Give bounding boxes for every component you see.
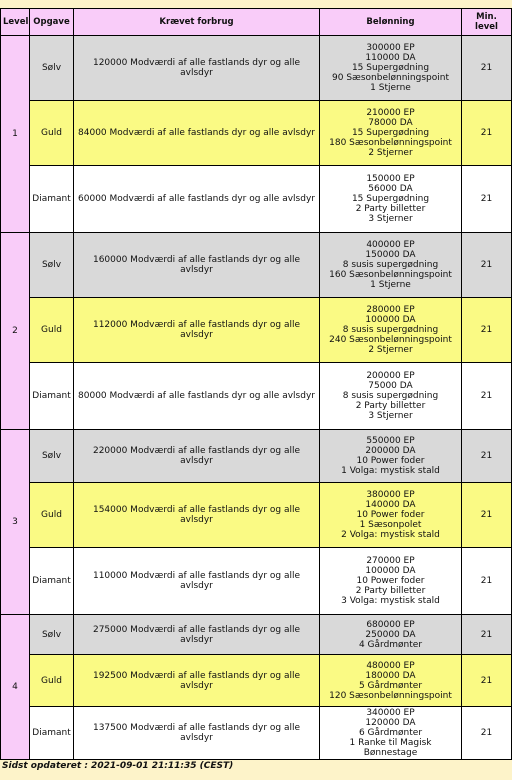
requirement-cell: 80000 Modværdi af alle fastlands dyr og alle avlsdyr — [74, 363, 320, 430]
reward-line: 300000 EP — [366, 43, 415, 53]
requirement-cell: 120000 Modværdi af alle fastlands dyr og alle avlsdyr — [74, 36, 320, 101]
task-cell: Guld — [30, 101, 74, 166]
table-row — [1, 101, 512, 166]
reward-line: 1 Ranke til Magisk — [349, 738, 432, 748]
reward-cell — [320, 363, 462, 430]
reward-line: 180000 DA — [365, 670, 416, 681]
reward-line: 8 susis supergødning — [342, 325, 439, 335]
reward-line: 2 Stjerner — [368, 148, 413, 158]
level-cell: 2 — [1, 233, 30, 430]
reward-line: 10 Power foder — [356, 576, 425, 586]
reward-line: 1 Sæsonpolet — [359, 520, 422, 530]
min-level-cell: 21 — [462, 166, 512, 233]
task-cell: Guld — [30, 298, 74, 363]
reward-line: 210000 EP — [366, 108, 415, 118]
min-level-cell: 21 — [462, 615, 512, 655]
reward-cell — [320, 548, 462, 615]
reward-line: 15 Supergødning — [351, 194, 430, 204]
reward-line: 340000 EP — [366, 708, 415, 718]
requirement-cell: 112000 Modværdi af alle fastlands dyr og alle avlsdyr — [74, 298, 320, 363]
min-level-cell: 21 — [462, 548, 512, 615]
reward-line: Bønnestage — [363, 748, 418, 758]
reward-cell — [320, 430, 462, 483]
reward-line: 2 Volga: mystisk stald — [341, 530, 440, 540]
task-cell: Diamant — [30, 707, 74, 760]
reward-line: 120000 DA — [365, 718, 416, 728]
table-row — [1, 233, 512, 298]
reward-cell — [320, 655, 462, 707]
table-row — [1, 298, 512, 363]
requirement-cell: 84000 Modværdi af alle fastlands dyr og alle avlsdyr — [74, 101, 320, 166]
task-cell: Guld — [30, 483, 74, 548]
requirement-cell: 192500 Modværdi af alle fastlands dyr og alle avlsdyr — [74, 655, 320, 707]
reward-cell — [320, 36, 462, 101]
min-level-cell: 21 — [462, 655, 512, 707]
reward-line: 150000 DA — [365, 250, 416, 260]
reward-line: 8 susis supergødning — [342, 260, 439, 270]
reward-line: 240 Sæsonbelønningspoint — [329, 335, 452, 345]
reward-line: 6 Gårdmønter — [358, 728, 423, 738]
table-row — [1, 430, 512, 483]
table-row — [1, 707, 512, 760]
header-row — [1, 9, 512, 36]
reward-line: 680000 EP — [366, 619, 415, 630]
reward-cell — [320, 101, 462, 166]
task-cell: Guld — [30, 655, 74, 707]
reward-line: 160 Sæsonbelønningspoint — [329, 270, 452, 280]
requirement-cell: 60000 Modværdi af alle fastlands dyr og alle avlsdyr — [74, 166, 320, 233]
level-cell: 4 — [1, 615, 30, 760]
reward-line: 10 Power foder — [356, 510, 425, 520]
reward-cell — [320, 483, 462, 548]
reward-line: 2 Party billetter — [355, 586, 426, 596]
reward-line: 1 Stjerne — [370, 83, 411, 93]
reward-line: 200000 DA — [365, 446, 416, 456]
reward-line: 3 Volga: mystisk stald — [341, 596, 440, 606]
reward-line: 78000 DA — [368, 118, 413, 128]
reward-line: 3 Stjerner — [368, 214, 413, 224]
requirement-cell: 160000 Modværdi af alle fastlands dyr og alle avlsdyr — [74, 233, 320, 298]
task-cell: Diamant — [30, 363, 74, 430]
min-level-cell: 21 — [462, 707, 512, 760]
min-level-cell: 21 — [462, 298, 512, 363]
reward-line: 90 Sæsonbelønningspoint — [332, 73, 449, 83]
reward-line: 5 Gårdmønter — [358, 680, 423, 691]
min-level-cell: 21 — [462, 430, 512, 483]
header-level: Level — [1, 9, 30, 36]
min-level-cell: 21 — [462, 233, 512, 298]
reward-line: 140000 DA — [365, 500, 416, 510]
reward-cell — [320, 298, 462, 363]
reward-line: 56000 DA — [368, 184, 413, 194]
header-min-level: Min. level — [462, 9, 512, 36]
reward-line: 250000 DA — [365, 629, 416, 640]
reward-cell — [320, 615, 462, 655]
reward-line: 15 Supergødning — [351, 128, 430, 138]
reward-line: 120 Sæsonbelønningspoint — [329, 690, 452, 701]
reward-line: 75000 DA — [368, 381, 413, 391]
reward-line: 550000 EP — [366, 436, 415, 446]
level-cell: 1 — [1, 36, 30, 233]
requirement-cell: 220000 Modværdi af alle fastlands dyr og alle avlsdyr — [74, 430, 320, 483]
season-task-table — [0, 8, 512, 760]
task-cell: Sølv — [30, 430, 74, 483]
reward-cell — [320, 166, 462, 233]
table-row — [1, 548, 512, 615]
last-updated: Sidst opdateret : 2021-09-01 21:11:35 (CEST) — [2, 761, 234, 771]
table-row — [1, 655, 512, 707]
table-row — [1, 36, 512, 101]
requirement-cell: 275000 Modværdi af alle fastlands dyr og alle avlsdyr — [74, 615, 320, 655]
table-row — [1, 166, 512, 233]
reward-line: 15 Supergødning — [351, 63, 430, 73]
reward-line: 180 Sæsonbelønningspoint — [329, 138, 452, 148]
reward-cell — [320, 233, 462, 298]
level-cell: 3 — [1, 430, 30, 615]
requirement-cell: 154000 Modværdi af alle fastlands dyr og alle avlsdyr — [74, 483, 320, 548]
task-cell: Sølv — [30, 615, 74, 655]
reward-line: 200000 EP — [366, 371, 415, 381]
table-row — [1, 615, 512, 655]
reward-line: 2 Party billetter — [355, 401, 426, 411]
reward-line: 2 Stjerner — [368, 345, 413, 355]
min-level-cell: 21 — [462, 483, 512, 548]
task-cell: Sølv — [30, 233, 74, 298]
reward-line: 1 Stjerne — [370, 280, 411, 290]
task-cell: Diamant — [30, 548, 74, 615]
task-cell: Sølv — [30, 36, 74, 101]
reward-line: 1 Volga: mystisk stald — [341, 466, 440, 476]
header-requirement: Krævet forbrug — [74, 9, 320, 36]
reward-line: 100000 DA — [365, 566, 416, 576]
reward-line: 100000 DA — [365, 315, 416, 325]
task-cell: Diamant — [30, 166, 74, 233]
reward-line: 3 Stjerner — [368, 411, 413, 421]
header-task: Opgave — [30, 9, 74, 36]
min-level-cell: 21 — [462, 363, 512, 430]
reward-line: 10 Power foder — [356, 456, 425, 466]
reward-line: 280000 EP — [366, 305, 415, 315]
requirement-cell: 137500 Modværdi af alle fastlands dyr og alle avlsdyr — [74, 707, 320, 760]
reward-line: 270000 EP — [366, 556, 415, 566]
header-reward: Belønning — [320, 9, 462, 36]
requirement-cell: 110000 Modværdi af alle fastlands dyr og alle avlsdyr — [74, 548, 320, 615]
reward-line: 400000 EP — [366, 240, 415, 250]
table-row — [1, 363, 512, 430]
min-level-cell: 21 — [462, 101, 512, 166]
reward-line: 110000 DA — [365, 53, 416, 63]
reward-line: 4 Gårdmønter — [358, 639, 423, 650]
reward-line: 8 susis supergødning — [342, 391, 439, 401]
reward-line: 380000 EP — [366, 490, 415, 500]
reward-line: 480000 EP — [366, 660, 415, 671]
table-row — [1, 483, 512, 548]
min-level-cell: 21 — [462, 36, 512, 101]
reward-line: 2 Party billetter — [355, 204, 426, 214]
reward-line: 150000 EP — [366, 174, 415, 184]
reward-cell — [320, 707, 462, 760]
